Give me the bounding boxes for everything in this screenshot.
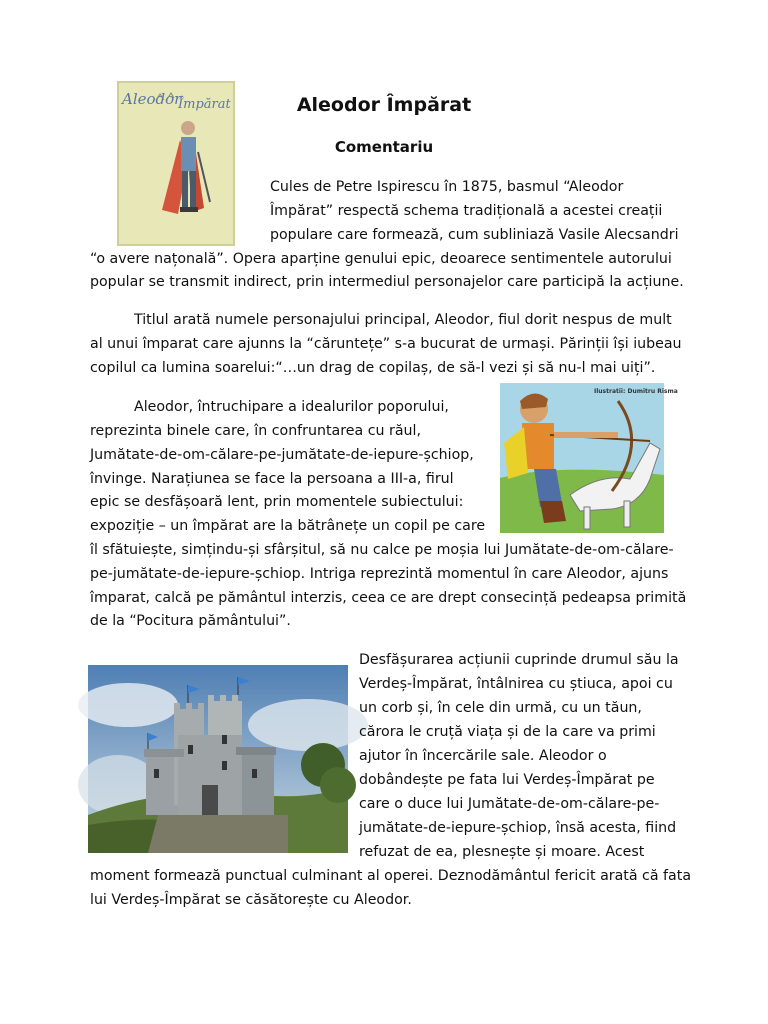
- paragraph-4-line-7: care o duce lui Jumătate-de-om-călare-pe-: [359, 796, 660, 812]
- cover-caption-1: Aleodor: [122, 90, 182, 108]
- paragraph-3-line-5: epic se desfășoară lent, prin momentele subiectului:: [90, 494, 464, 510]
- paragraph-1-line-5: popular se transmit indirect, prin intermediul personajelor care participă la acțiune.: [90, 274, 684, 290]
- paragraph-3-line-2: reprezinta binele care, în confruntarea cu răul,: [90, 423, 421, 439]
- paragraph-4-line-11: lui Verdeș-Împărat se căsătorește cu Aleodor.: [90, 892, 412, 908]
- paragraph-3-line-1: Aleodor, întruchipare a idealurilor poporului,: [134, 399, 449, 415]
- paragraph-3-line-3: Jumătate-de-om-călare-pe-jumătate-de-iepure-șchiop,: [90, 447, 474, 463]
- page-title: Aleodor Împărat: [296, 94, 472, 116]
- paragraph-3-line-4: învinge. Narațiunea se face la persoana a III-a, firul: [90, 471, 454, 487]
- paragraph-4-line-4: cărora le cruță viața și de la care va primi: [359, 724, 656, 740]
- paragraph-4-line-3: un corb și, în cele din urmă, cu un tăun,: [359, 700, 642, 716]
- paragraph-4-line-10: moment formează punctual culminant al operei. Deznodământul fericit arată că fata: [90, 868, 692, 884]
- paragraph-3-line-9: împarat, calcă pe pământul interzis, ceea ce are drept consecință pedeapsa primită: [90, 590, 687, 606]
- archer-illustration: [500, 383, 678, 533]
- castle-image: [88, 665, 348, 853]
- paragraph-4-line-5: ajutor în încercările sale. Aleodor o: [359, 748, 607, 764]
- paragraph-2-line-1: Titlul arată numele personajului principal, Aleodor, fiul dorit nespus de mult: [134, 312, 672, 328]
- paragraph-1-line-3: populare care formează, cum subliniază Vasile Alecsandri: [270, 227, 679, 243]
- paragraph-3-line-10: de la “Pocitura pământului”.: [90, 613, 291, 629]
- paragraph-4-line-1: Desfășurarea acțiunii cuprinde drumul său la: [359, 652, 679, 668]
- paragraph-3-line-7: îl sfătuiește, simțindu-și sfârșitul, să nu calce pe moșia lui Jumătate-de-om-călare-: [90, 542, 674, 558]
- paragraph-4-line-2: Verdeș-Împărat, întâlnirea cu știuca, apoi cu: [359, 676, 673, 692]
- paragraph-1-line-1: Cules de Petre Ispirescu în 1875, basmul “Aleodor: [270, 179, 624, 195]
- paragraph-4-line-6: dobândește pe fata lui Verdeș-Împărat pe: [359, 772, 655, 788]
- paragraph-4-line-9: refuzat de ea, plesnește și moare. Acest: [359, 844, 645, 860]
- paragraph-2-line-3: copilul ca lumina soarelui:“…un drag de copilaș, de să-l vezi și să nu-l mai uiți”.: [90, 360, 656, 376]
- paragraph-3-line-6: expoziție – un împărat are la bătrânețe un copil pe care: [90, 518, 486, 534]
- paragraph-3-line-8: pe-jumătate-de-iepure-șchiop. Intriga reprezintă momentul în care Aleodor, ajuns: [90, 566, 669, 582]
- paragraph-4-line-8: jumătate-de-iepure-șchiop, însă acesta, fiind: [359, 820, 677, 836]
- paragraph-1-line-2: Împărat” respectă schema tradițională a acestei creații: [270, 203, 663, 219]
- paragraph-1-line-4: “o avere națonală”. Opera aparține genului epic, deoarece sentimentele autorului: [90, 251, 672, 267]
- cover-caption-2: Împărat: [178, 97, 231, 112]
- paragraph-2-line-2: al unui împarat care ajunns la “căruntețe” s-a bucurat de urmași. Părinții își iubeau: [90, 336, 682, 352]
- illustration-credit: Ilustratii: Dumitru Risma: [594, 388, 678, 395]
- page-subtitle: Comentariu: [334, 138, 434, 156]
